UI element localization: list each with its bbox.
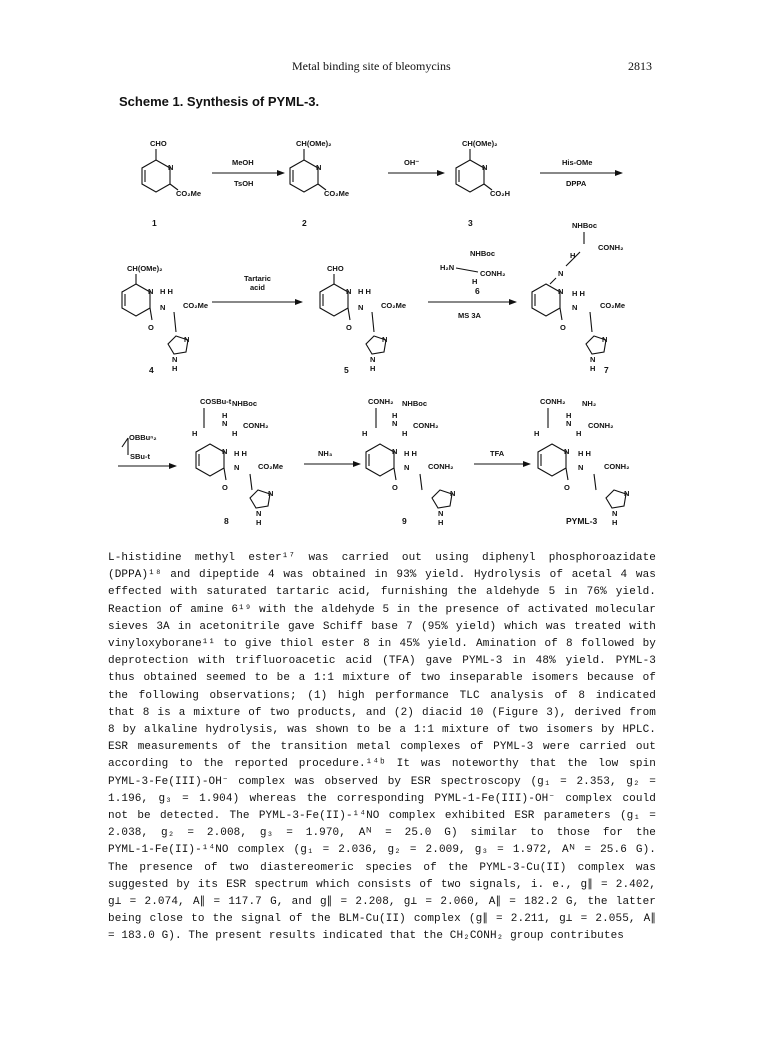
compound-7-structure	[532, 221, 625, 373]
svg-text:H: H	[392, 411, 398, 420]
svg-text:H: H	[570, 251, 576, 260]
compound-3-structure	[456, 139, 510, 198]
svg-text:H: H	[576, 429, 582, 438]
svg-text:O: O	[392, 483, 398, 492]
svg-text:CONH₂: CONH₂	[540, 397, 566, 406]
reagent-label: MeOH	[232, 158, 254, 167]
svg-text:N: N	[316, 163, 322, 172]
compound-number: 3	[468, 218, 473, 228]
svg-text:O: O	[560, 323, 566, 332]
svg-text:H: H	[612, 518, 618, 527]
body-paragraph	[108, 550, 656, 946]
svg-text:CO₂Me: CO₂Me	[324, 189, 350, 198]
svg-text:N: N	[358, 303, 364, 312]
svg-text:H: H	[590, 364, 596, 373]
svg-text:N: N	[590, 355, 596, 364]
svg-text:N: N	[572, 303, 578, 312]
svg-text:CONH₂: CONH₂	[588, 421, 614, 430]
text-line: not be detected. The PYML-3-Fe(II)-¹⁴NO complex exhibited ESR parameters (g₁ =	[108, 810, 656, 823]
compound-9-structure	[362, 397, 455, 527]
compound-number: 4	[149, 365, 154, 375]
text-line: (DPPA)¹⁸ and dipeptide 4 was obtained in 93% yield. Hydrolysis of acetal 4 was	[108, 569, 656, 582]
text-line: ESR measurements of the transition metal complexes of PYML-3 were carried out	[108, 741, 656, 754]
svg-text:NHBoc: NHBoc	[470, 249, 496, 258]
svg-text:H: H	[438, 518, 444, 527]
text-line: Reaction of amine 6¹⁹ with the aldehyde 5 in the presence of activated molecular	[108, 603, 656, 616]
svg-text:CO₂H: CO₂H	[490, 189, 510, 198]
text-line: = 183.0 G). The present results indicated that the CH₂CONH₂ group contributes	[108, 930, 624, 943]
svg-text:CO₂Me: CO₂Me	[258, 462, 284, 471]
svg-text:NHBoc: NHBoc	[232, 399, 258, 408]
text-line: being close to the signal of the BLM-Cu(II) complex (g∥ = 2.211, g⊥ = 2.055, A∥	[108, 913, 656, 926]
svg-text:N: N	[168, 163, 174, 172]
svg-text:N: N	[222, 447, 228, 456]
svg-text:H: H	[256, 518, 262, 527]
svg-text:CONH₂: CONH₂	[428, 462, 454, 471]
compound-number: PYML-3	[566, 516, 598, 526]
scheme-title: Scheme 1. Synthesis of PYML-3.	[119, 94, 320, 109]
svg-text:N: N	[578, 463, 584, 472]
text-line: g⊥ = 2.074, A∥ = 117.7 G, and g∥ = 2.208, g⊥ = 2.060, A∥ = 182.2 G, the latter	[108, 896, 656, 909]
reagent-label: TsOH	[234, 179, 254, 188]
compound-number: 8	[224, 516, 229, 526]
svg-text:H H: H H	[358, 287, 371, 296]
svg-text:CO₂Me: CO₂Me	[381, 301, 407, 310]
svg-text:N: N	[392, 419, 398, 428]
svg-text:N: N	[160, 303, 166, 312]
svg-text:CONH₂: CONH₂	[243, 421, 269, 430]
svg-text:O: O	[148, 323, 154, 332]
svg-text:CONH₂: CONH₂	[413, 421, 439, 430]
compound-number: 2	[302, 218, 307, 228]
svg-text:H: H	[370, 364, 376, 373]
svg-text:N: N	[148, 287, 154, 296]
reagent-label: Tartaric	[244, 274, 271, 283]
reagent-label: His-OMe	[562, 158, 593, 167]
text-line: according to the reported procedure.¹⁴ᵇ It was noteworthy that the low spin	[108, 758, 656, 771]
svg-text:N: N	[558, 287, 564, 296]
reagent-label: DPPA	[566, 179, 587, 188]
text-line: The presence of two diastereomeric species of the PYML-3-Cu(II) complex was	[108, 861, 656, 874]
svg-text:N: N	[612, 509, 618, 518]
svg-text:H: H	[222, 411, 228, 420]
svg-text:O: O	[564, 483, 570, 492]
svg-text:CH(OMe)₂: CH(OMe)₂	[296, 139, 332, 148]
svg-text:H H: H H	[160, 287, 173, 296]
svg-text:NHBoc: NHBoc	[572, 221, 598, 230]
svg-text:N: N	[558, 269, 564, 278]
svg-text:N: N	[602, 335, 608, 344]
text-line: effected with saturated tartaric acid, furnishing the aldehyde 5 in 76% yield.	[108, 586, 656, 599]
svg-text:N: N	[392, 447, 398, 456]
svg-text:N: N	[256, 509, 262, 518]
svg-text:N: N	[268, 489, 274, 498]
svg-text:CO₂Me: CO₂Me	[183, 301, 209, 310]
compound-number: 6	[475, 286, 480, 296]
svg-text:H: H	[534, 429, 540, 438]
reagent-label: OH⁻	[404, 158, 420, 167]
compound-number: 7	[604, 365, 609, 375]
svg-text:H H: H H	[572, 289, 585, 298]
svg-text:CO₂Me: CO₂Me	[600, 301, 626, 310]
compound-number: 5	[344, 365, 349, 375]
reagent-label: acid	[250, 283, 266, 292]
svg-text:N: N	[566, 419, 572, 428]
svg-text:H H: H H	[578, 449, 591, 458]
compound-4-structure	[122, 264, 208, 373]
reagent-label: NH₃	[318, 449, 333, 458]
svg-text:N: N	[184, 335, 190, 344]
svg-text:CO₂Me: CO₂Me	[176, 189, 202, 198]
text-line: deprotection with trifluoroacetic acid (TFA) gave PYML-3 in 48% yield. PYML-3	[108, 655, 656, 668]
svg-text:H: H	[232, 429, 238, 438]
text-line: 1.196, g₃ = 1.904) whereas the corresponding PYML-1-Fe(III)-OH⁻ complex could	[108, 792, 656, 805]
svg-text:N: N	[346, 287, 352, 296]
svg-text:O: O	[222, 483, 228, 492]
text-line: L-histidine methyl ester¹⁷ was carried out using diphenyl phosphoroazidate	[108, 552, 656, 564]
svg-text:H₂N: H₂N	[440, 263, 455, 272]
text-line: vinyloxyborane¹¹ to give thiol ester 8 in 45% yield. Amination of 8 followed by	[108, 638, 656, 651]
vinyloxyborane-reagent	[122, 433, 157, 461]
text-line: thus obtained seemed to be a 1:1 mixture of two inseparable isomers because of	[108, 672, 656, 685]
svg-text:H: H	[192, 429, 198, 438]
svg-text:H: H	[566, 411, 572, 420]
text-line: sieves 3A in acetonitrile gave Schiff base 7 (95% yield) which was treated with	[108, 620, 656, 633]
svg-text:N: N	[564, 447, 570, 456]
text-line: suggested by its ESR spectrum which consists of two signals, i. e., g∥ = 2.402,	[108, 878, 656, 891]
compound-8-structure	[192, 397, 283, 527]
text-line: the following observations; (1) high performance TLC analysis of 8 indicated	[108, 689, 656, 702]
reagent-label: TFA	[490, 449, 505, 458]
svg-text:OBBuⁿ₂: OBBuⁿ₂	[129, 433, 157, 442]
svg-text:N: N	[172, 355, 178, 364]
svg-text:CONH₂: CONH₂	[368, 397, 394, 406]
compound-1-structure	[142, 139, 201, 198]
text-line: 8 by alkaline hydrolysis, was shown to be a 1:1 mixture of two isomers by HPLC.	[108, 724, 656, 737]
svg-text:COSBu-t: COSBu-t	[200, 397, 232, 406]
svg-text:O: O	[346, 323, 352, 332]
text-line: PYML-1-Fe(II)-¹⁴NO complex (g₁ = 2.036, g₂ = 2.009, g₃ = 1.972, Aᴺ = 25.6 G).	[108, 844, 656, 857]
svg-text:SBu-t: SBu-t	[130, 452, 150, 461]
svg-text:H: H	[362, 429, 368, 438]
svg-text:N: N	[382, 335, 388, 344]
svg-text:CH(OMe)₂: CH(OMe)₂	[462, 139, 498, 148]
text-line: PYML-3-Fe(III)-OH⁻ complex was observed by ESR spectroscopy (g₁ = 2.353, g₂ =	[108, 775, 656, 788]
svg-text:H H: H H	[404, 449, 417, 458]
page-number: 2813	[628, 59, 652, 73]
svg-text:N: N	[370, 355, 376, 364]
svg-text:N: N	[624, 489, 630, 498]
reagent-label: MS 3A	[458, 311, 481, 320]
compound-2-structure	[290, 139, 349, 198]
compound-number: 1	[152, 218, 157, 228]
compound-6-structure	[440, 249, 505, 286]
svg-text:N: N	[234, 463, 240, 472]
svg-text:N: N	[450, 489, 456, 498]
svg-text:H H: H H	[234, 449, 247, 458]
svg-text:H: H	[402, 429, 408, 438]
svg-text:CONH₂: CONH₂	[480, 269, 506, 278]
svg-text:CHO: CHO	[150, 139, 167, 148]
svg-text:CONH₂: CONH₂	[604, 462, 630, 471]
running-header: Metal binding site of bleomycins	[292, 59, 451, 73]
svg-text:NHBoc: NHBoc	[402, 399, 428, 408]
pyml-3-structure	[534, 397, 629, 527]
svg-text:N: N	[482, 163, 488, 172]
svg-text:N: N	[404, 463, 410, 472]
compound-number: 9	[402, 516, 407, 526]
svg-text:N: N	[222, 419, 228, 428]
svg-text:CHO: CHO	[327, 264, 344, 273]
svg-text:CONH₂: CONH₂	[598, 243, 624, 252]
svg-text:N: N	[438, 509, 444, 518]
svg-text:CH(OMe)₂: CH(OMe)₂	[127, 264, 163, 273]
text-line: 2.038, g₂ = 2.008, g₃ = 1.970, Aᴺ = 25.0 G) similar to those for the	[108, 827, 656, 840]
svg-text:H: H	[472, 277, 478, 286]
compound-5-structure	[320, 264, 406, 373]
svg-text:NH₂: NH₂	[582, 399, 597, 408]
svg-text:H: H	[172, 364, 178, 373]
text-line: that 8 is a mixture of two products, and (2) diacid 10 (Figure 3), derived from	[108, 706, 656, 719]
